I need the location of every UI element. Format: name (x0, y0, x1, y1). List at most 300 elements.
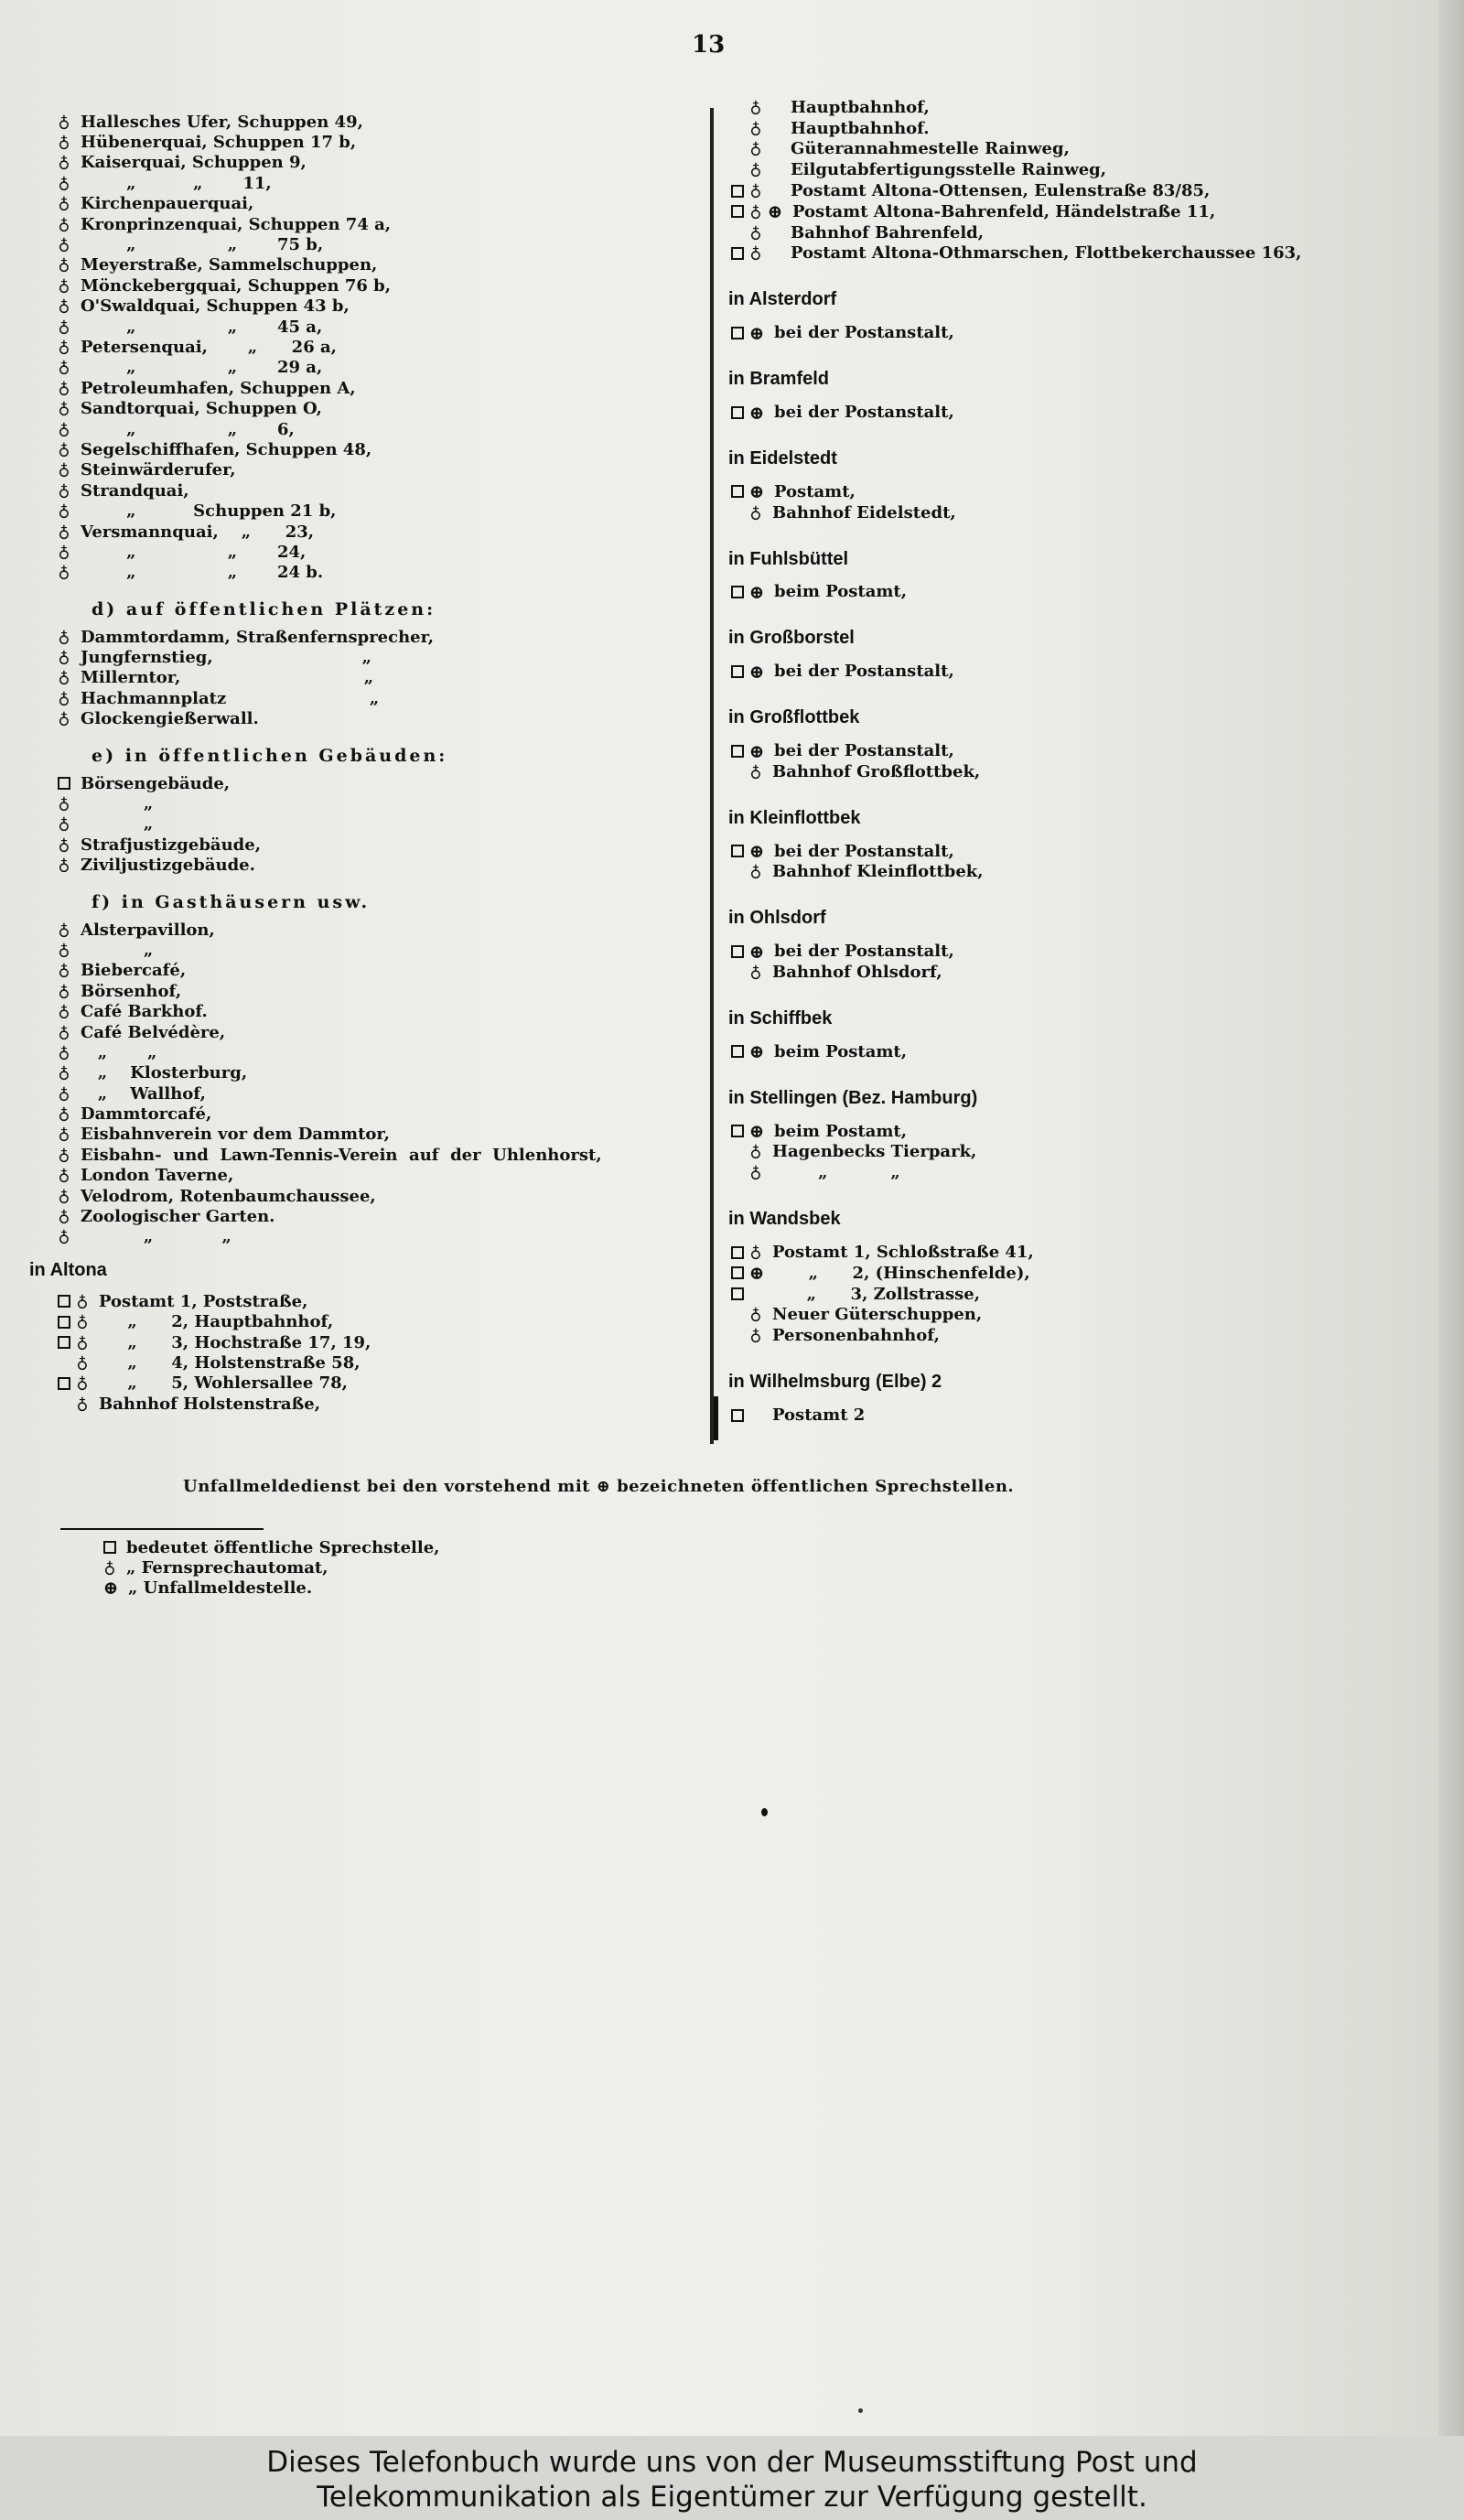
list-item-text: „ „ 45 a, (81, 317, 323, 337)
list-item-text: Zoologischer Garten. (81, 1207, 275, 1227)
telephone-automat-icon: ♁ (58, 1042, 70, 1062)
list-item (728, 1142, 1387, 1163)
list-item (728, 402, 1387, 423)
telephone-automat-icon: ♁ (76, 1312, 89, 1332)
place-heading: in Alsterdorf (728, 289, 837, 310)
list-item-text: Segelschiffhafen, Schuppen 48, (81, 439, 372, 459)
list-item-text: Glockengießerwall. (81, 709, 259, 729)
telephone-automat-icon: ♁ (58, 1104, 70, 1125)
telephone-automat-icon: ♁ (58, 1207, 70, 1227)
list-item (728, 180, 1387, 201)
list-item (55, 773, 714, 793)
list-item (55, 814, 714, 835)
place-heading: in Fuhlsbüttel (728, 548, 849, 569)
legend-item (101, 1578, 439, 1598)
public-station-box-icon (731, 485, 744, 498)
telephone-automat-icon: ♁ (749, 963, 762, 983)
place-entries (728, 841, 1387, 883)
telephone-automat-icon: ♁ (58, 480, 70, 501)
place-heading: in Kleinflottbek (728, 807, 861, 828)
accident-report-icon: ⊕ (748, 739, 765, 762)
accident-report-icon: ⊕ (748, 480, 765, 503)
list-item (55, 194, 714, 214)
accident-report-icon: ⊕ (102, 1577, 119, 1599)
list-item-text: Hallesches Ufer, Schuppen 49, (81, 112, 363, 132)
list-item (55, 132, 714, 152)
list-item-text: Bahnhof Großflottbek, (772, 761, 981, 781)
place-entries (728, 481, 1387, 523)
list-item-text: Strandquai, (81, 480, 189, 501)
list-quais (55, 112, 714, 583)
accident-report-icon: ⊕ (748, 321, 765, 344)
telephone-automat-icon: ♁ (58, 214, 70, 234)
public-station-box-icon (731, 1266, 744, 1279)
list-item (55, 1001, 714, 1021)
telephone-automat-icon: ♁ (749, 139, 762, 159)
list-item-text: Bahnhof Bahrenfeld, (791, 222, 985, 242)
ownership-banner (0, 2436, 1464, 2520)
telephone-automat-icon: ♁ (749, 1326, 762, 1346)
list-item (55, 668, 714, 688)
list-item (55, 234, 714, 254)
list-item-text: Dammtordamm, Straßenfernsprecher, (81, 627, 435, 647)
list-item (728, 1263, 1387, 1284)
places-list (728, 289, 1387, 1426)
list-item (728, 1284, 1387, 1305)
list-item-text: Personenbahnhof, (772, 1326, 940, 1346)
list-item-text: bei der Postanstalt, (774, 841, 954, 861)
list-item-text: Postamt Altona-Ottensen, Eulenstraße 83/85, (791, 181, 1211, 201)
telephone-automat-icon: ♁ (749, 1163, 762, 1183)
list-item (55, 1104, 714, 1124)
list-item (55, 1083, 714, 1104)
list-item-text: Mönckebergquai, Schuppen 76 b, (81, 275, 391, 296)
public-station-box-icon (58, 1316, 70, 1329)
public-station-box-icon (103, 1541, 116, 1554)
list-item-text: Café Belvédère, (81, 1022, 226, 1042)
list-item (55, 563, 714, 583)
list-item-text: Velodrom, Rotenbaumchaussee, (81, 1186, 376, 1206)
public-station-box-icon (731, 185, 744, 198)
list-plaetze (55, 627, 714, 729)
list-item-text: bei der Postanstalt, (774, 403, 954, 423)
list-item-text: Sandtorquai, Schuppen O, (81, 399, 322, 419)
list-item (55, 296, 714, 317)
list-item (728, 1041, 1387, 1062)
telephone-automat-icon: ♁ (58, 856, 70, 876)
telephone-automat-icon: ♁ (749, 97, 762, 117)
place-heading: in Wilhelmsburg (Elbe) 2 (728, 1372, 942, 1393)
list-item (728, 962, 1387, 983)
place-entries (728, 1041, 1387, 1062)
telephone-automat-icon: ♁ (58, 419, 70, 439)
list-item (55, 358, 714, 378)
place-heading: in Bramfeld (728, 369, 830, 390)
telephone-automat-icon: ♁ (58, 460, 70, 480)
list-item (55, 501, 714, 521)
list-item-text: Steinwärderufer, (81, 460, 236, 480)
list-item-text: Meyerstraße, Sammelschuppen, (81, 255, 378, 275)
list-item (728, 97, 1387, 118)
list-item (728, 1121, 1387, 1142)
list-item-text: Postamt Altona-Bahrenfeld, Händelstraße 11, (792, 201, 1216, 221)
accident-report-icon: ⊕ (767, 200, 783, 223)
list-item (55, 940, 714, 960)
list-item (55, 1063, 714, 1083)
telephone-automat-icon: ♁ (58, 501, 70, 522)
place-heading: in Ohlsdorf (728, 908, 826, 929)
list-item (728, 481, 1387, 502)
list-item-text: „ „ (81, 1227, 231, 1247)
list-item (728, 222, 1387, 243)
list-item-text: „ „ 24, (81, 542, 307, 562)
list-item-text: O'Swaldquai, Schuppen 43 b, (81, 296, 350, 317)
list-item (55, 1227, 714, 1247)
public-station-box-icon (58, 1295, 70, 1308)
public-station-box-icon (731, 1246, 744, 1259)
list-gasthaeuser (55, 920, 714, 1247)
list-item-text: Petersenquai, „ 26 a, (81, 337, 337, 357)
list-item-text: Hagenbecks Tierpark, (772, 1142, 977, 1162)
unfall-note: Unfallmeldedienst bei den vorstehend mit ⊕ bezeichneten öffentlichen Sprechstellen. (183, 1477, 1015, 1496)
accident-report-icon: ⊕ (748, 660, 765, 683)
list-item-text: Kirchenpauerquai, (81, 194, 254, 214)
list-item (728, 740, 1387, 761)
telephone-automat-icon: ♁ (58, 1002, 70, 1022)
list-item-text: „ „ (81, 1042, 157, 1062)
list-item-text: Bahnhof Ohlsdorf, (772, 963, 942, 983)
telephone-automat-icon: ♁ (58, 1145, 70, 1165)
telephone-automat-icon: ♁ (58, 835, 70, 855)
telephone-automat-icon: ♁ (58, 981, 70, 1001)
telephone-automat-icon: ♁ (58, 1022, 70, 1042)
list-item-text: „ 5, Wohlersallee 78, (99, 1373, 348, 1394)
public-station-box-icon (731, 406, 744, 419)
list-item (55, 419, 714, 439)
telephone-automat-icon: ♁ (749, 502, 762, 522)
accident-report-icon: ⊕ (748, 580, 765, 603)
list-item (55, 920, 714, 940)
telephone-automat-icon: ♁ (58, 112, 70, 132)
public-station-box-icon (731, 247, 744, 260)
list-item-text: „ 4, Holstenstraße 58, (99, 1353, 361, 1373)
list-item-text: bei der Postanstalt, (774, 662, 954, 682)
list-item-text: bei der Postanstalt, (774, 741, 954, 761)
public-station-box-icon (58, 777, 70, 790)
list-item-text: Hübenerquai, Schuppen 17 b, (81, 133, 357, 153)
list-item-text: Eisbahnverein vor dem Dammtor, (81, 1125, 390, 1145)
list-item (728, 1325, 1387, 1346)
list-item-text: beim Postamt, (774, 582, 907, 602)
place-entries (728, 402, 1387, 423)
list-item (55, 1332, 714, 1352)
list-item-text: Neuer Güterschuppen, (772, 1305, 983, 1325)
telephone-automat-icon: ♁ (58, 317, 70, 337)
list-item (55, 112, 714, 132)
list-item (728, 661, 1387, 682)
list-item (55, 1206, 714, 1226)
telephone-automat-icon: ♁ (58, 814, 70, 835)
list-item (55, 480, 714, 501)
list-item-text: „ 3, Hochstraße 17, 19, (99, 1332, 371, 1352)
list-item (55, 522, 714, 542)
public-station-box-icon (731, 945, 744, 958)
list-item-text: Hachmannplatz „ (81, 688, 380, 708)
banner-line-1: Dieses Telefonbuch wurde uns von der Museumsstiftung Post und (266, 2446, 1198, 2479)
list-item-text: „ „ 29 a, (81, 358, 323, 378)
list-item-text: Dammtorcafé, (81, 1104, 212, 1125)
public-station-box-icon (731, 586, 744, 598)
list-item (55, 1352, 714, 1373)
list-item-text: „ (81, 794, 154, 814)
accident-report-icon: ⊕ (748, 1040, 765, 1063)
list-item-text: „ 3, Zollstrasse, (772, 1284, 981, 1304)
list-item-text: beim Postamt, (774, 1121, 907, 1141)
list-item-text: „ (81, 814, 154, 835)
telephone-automat-icon: ♁ (58, 563, 70, 583)
list-item-text: Kronprinzenquai, Schuppen 74 a, (81, 214, 392, 234)
place-heading: in Wandsbek (728, 1209, 841, 1230)
list-item-text: „ „ 6, (81, 419, 295, 439)
list-item (55, 255, 714, 275)
telephone-automat-icon: ♁ (58, 961, 70, 981)
public-station-box-icon (731, 205, 744, 218)
accident-report-icon: ⊕ (748, 1262, 765, 1285)
telephone-automat-icon: ♁ (58, 378, 70, 398)
list-item (55, 627, 714, 647)
list-item (55, 1022, 714, 1042)
public-station-box-icon (731, 1125, 744, 1137)
public-station-box-icon (731, 665, 744, 678)
telephone-automat-icon: ♁ (58, 194, 70, 214)
list-item (55, 1312, 714, 1332)
telephone-automat-icon: ♁ (58, 337, 70, 357)
telephone-automat-icon: ♁ (749, 1142, 762, 1162)
list-item-text: Bahnhof Kleinflottbek, (772, 862, 984, 882)
list-item (728, 502, 1387, 523)
list-item-text: „ Schuppen 21 b, (81, 501, 337, 522)
banner-line-2: Telekommunikation als Eigentümer zur Verfügung gestellt. (317, 2481, 1147, 2514)
list-item-text: „ Wallhof, (81, 1083, 206, 1104)
page-number: 13 (692, 31, 726, 59)
telephone-automat-icon: ♁ (58, 255, 70, 275)
place-heading: in Großflottbek (728, 707, 860, 728)
telephone-automat-icon: ♁ (58, 648, 70, 668)
list-item (55, 439, 714, 459)
telephone-automat-icon: ♁ (76, 1373, 89, 1394)
list-item (55, 856, 714, 876)
telephone-automat-icon: ♁ (58, 688, 70, 708)
list-item (728, 322, 1387, 343)
place-entries (728, 582, 1387, 603)
list-item-text: „ „ 11, (81, 173, 272, 193)
telephone-automat-icon: ♁ (58, 709, 70, 729)
telephone-automat-icon: ♁ (749, 181, 762, 201)
list-item (728, 582, 1387, 603)
telephone-automat-icon: ♁ (749, 761, 762, 781)
list-item (728, 761, 1387, 782)
public-station-box-icon (58, 1377, 70, 1390)
symbol-legend (101, 1537, 439, 1598)
telephone-automat-icon: ♁ (58, 920, 70, 940)
place-entries (728, 1121, 1387, 1183)
list-item (728, 1405, 1387, 1426)
telephone-automat-icon: ♁ (76, 1394, 89, 1414)
telephone-automat-icon: ♁ (58, 399, 70, 419)
telephone-automat-icon: ♁ (749, 222, 762, 242)
list-item-text: Jungfernstieg, „ (81, 648, 371, 668)
list-altona (55, 1291, 714, 1414)
list-item-text: beim Postamt, (774, 1041, 907, 1061)
telephone-automat-icon: ♁ (749, 201, 762, 221)
list-item (728, 1162, 1387, 1183)
telephone-automat-icon: ♁ (58, 627, 70, 647)
list-item (55, 1166, 714, 1186)
telephone-automat-icon: ♁ (58, 358, 70, 378)
telephone-automat-icon: ♁ (58, 275, 70, 296)
place-heading: in Schiffbek (728, 1007, 833, 1028)
list-item-text: Biebercafé, (81, 961, 187, 981)
place-entries (728, 322, 1387, 343)
list-item (55, 961, 714, 981)
place-entries (728, 661, 1387, 682)
page-edge-shadow (1438, 0, 1464, 2436)
list-item (55, 1186, 714, 1206)
list-item (55, 1291, 714, 1311)
section-heading-d: d) auf öffentlichen Plätzen: (92, 598, 436, 619)
list-item-text: Strafjustizgebäude, (81, 835, 261, 855)
place-heading: in Eidelstedt (728, 447, 837, 468)
telephone-automat-icon: ♁ (58, 542, 70, 562)
place-entries (728, 941, 1387, 983)
list-item (55, 173, 714, 193)
list-item (55, 647, 714, 667)
list-item-text: Ziviljustizgebäude. (81, 856, 255, 876)
list-item (55, 214, 714, 234)
list-item (55, 1042, 714, 1062)
list-item (55, 981, 714, 1001)
list-item (55, 378, 714, 398)
list-gebaeude (55, 773, 714, 876)
place-entries (728, 1405, 1387, 1426)
list-item-text: Güterannahmestelle Rainweg, (791, 139, 1070, 159)
telephone-automat-icon: ♁ (58, 940, 70, 960)
list-item-text: Petroleumhafen, Schuppen A, (81, 378, 356, 398)
list-item (728, 139, 1387, 160)
public-station-box-icon (58, 1336, 70, 1349)
list-item-text: Hauptbahnhof. (791, 118, 930, 138)
left-column (29, 112, 714, 1414)
list-item-text: „ Klosterburg, (81, 1063, 248, 1083)
list-item-text: Postamt, (774, 481, 856, 501)
list-item-text: Eisbahn- und Lawn-Tennis-Verein auf der Uhlenhorst, (81, 1145, 602, 1165)
telephone-automat-icon: ♁ (76, 1291, 89, 1311)
telephone-automat-icon: ♁ (58, 133, 70, 153)
list-item-text: „ 2, (Hinschenfelde), (774, 1263, 1030, 1283)
telephone-automat-icon: ♁ (749, 118, 762, 138)
list-item (55, 460, 714, 480)
telephone-automat-icon: ♁ (58, 439, 70, 459)
list-item-text: Börsengebäude, (81, 773, 231, 793)
list-item (55, 317, 714, 337)
list-item (55, 275, 714, 296)
list-item-text: Postamt 2 (772, 1405, 866, 1425)
telephone-automat-icon: ♁ (58, 1186, 70, 1206)
list-item (55, 1373, 714, 1394)
telephone-automat-icon: ♁ (749, 1305, 762, 1325)
list-item-text: Postamt 1, Schloßstraße 41, (772, 1243, 1034, 1263)
telephone-automat-icon: ♁ (58, 153, 70, 173)
telephone-automat-icon: ♁ (58, 794, 70, 814)
list-item (55, 1145, 714, 1165)
list-item-text: Café Barkhof. (81, 1002, 208, 1022)
telephone-automat-icon: ♁ (58, 1227, 70, 1247)
list-item (728, 841, 1387, 862)
telephone-automat-icon: ♁ (58, 235, 70, 255)
telephone-automat-icon: ♁ (749, 1243, 762, 1263)
list-item-text: Kaiserquai, Schuppen 9, (81, 153, 307, 173)
public-station-box-icon (731, 1045, 744, 1058)
public-station-box-icon (731, 1409, 744, 1422)
telephone-automat-icon: ♁ (103, 1557, 116, 1578)
list-item-text: bei der Postanstalt, (774, 942, 954, 962)
legend-item-text: bedeutet öffentliche Sprechstelle, (126, 1537, 440, 1557)
public-station-box-icon (731, 745, 744, 758)
telephone-automat-icon: ♁ (58, 1063, 70, 1083)
list-item-text: Hauptbahnhof, (791, 97, 930, 117)
list-item (55, 709, 714, 729)
ink-speck (858, 2408, 863, 2413)
legend-item (101, 1537, 439, 1557)
list-item-text: Alsterpavillon, (81, 920, 215, 940)
place-entries (728, 1242, 1387, 1346)
public-station-box-icon (731, 845, 744, 857)
legend-item-text: „ Unfallmeldestelle. (128, 1578, 313, 1598)
place-entries (728, 740, 1387, 782)
right-column (728, 97, 1387, 1426)
list-item-text: Postamt Altona-Othmarschen, Flottbekerchaussee 163, (791, 243, 1302, 264)
public-station-box-icon (731, 1287, 744, 1300)
telephone-automat-icon: ♁ (76, 1332, 89, 1352)
telephone-automat-icon: ♁ (58, 668, 70, 688)
telephone-automat-icon: ♁ (749, 160, 762, 180)
list-item (728, 118, 1387, 139)
list-item (55, 835, 714, 855)
telephone-automat-icon: ♁ (58, 1125, 70, 1145)
telephone-automat-icon: ♁ (58, 173, 70, 193)
list-item-text: bei der Postanstalt, (774, 323, 954, 343)
footnote-rule (60, 1528, 264, 1530)
list-item (55, 398, 714, 418)
list-item (55, 153, 714, 173)
list-item (55, 688, 714, 708)
list-item (728, 159, 1387, 180)
list-item (55, 793, 714, 813)
section-heading-e: e) in öffentlichen Gebäuden: (92, 745, 448, 766)
list-item-text: Börsenhof, (81, 981, 182, 1001)
accident-report-icon: ⊕ (748, 401, 765, 424)
accident-report-icon: ⊕ (748, 940, 765, 963)
list-item-text: London Taverne, (81, 1166, 234, 1186)
list-altona-continued (728, 97, 1387, 264)
list-item-text: Eilgutabfertigungsstelle Rainweg, (791, 160, 1106, 180)
public-station-box-icon (731, 327, 744, 339)
place-heading: in Stellingen (Bez. Hamburg) (728, 1087, 978, 1108)
list-item (55, 542, 714, 562)
list-item (728, 1305, 1387, 1326)
section-heading-f: f) in Gasthäusern usw. (92, 891, 371, 912)
list-item (728, 1242, 1387, 1263)
